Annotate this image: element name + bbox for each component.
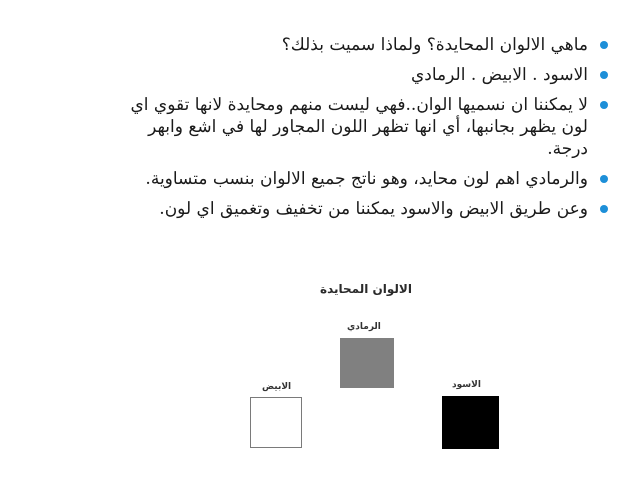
black-swatch bbox=[442, 396, 499, 449]
black-swatch-label: الاسود bbox=[452, 380, 481, 390]
bullet-text: لا يمكننا ان نسميها الوان..فهي ليست منهم ومحايدة لانها تقوي اي لون يظهر بجانبها، أي انها تظهر اللون المجاور لها في اشع وابهر درجة. bbox=[130, 95, 588, 159]
bullet-item-explanation bbox=[108, 94, 608, 160]
gray-swatch bbox=[340, 338, 394, 388]
bullet-item-gray bbox=[108, 168, 608, 190]
bullet-text: ماهي الالوان المحايدة؟ ولماذا سميت بذلك؟ bbox=[281, 35, 588, 55]
bullet-dot-icon bbox=[600, 101, 608, 109]
gray-swatch-label: الرمادي bbox=[347, 322, 381, 332]
bullet-item-tint-shade bbox=[108, 198, 608, 220]
bullet-item-question bbox=[108, 34, 608, 56]
bullet-dot-icon bbox=[600, 175, 608, 183]
bullet-dot-icon bbox=[600, 205, 608, 213]
bullet-text: والرمادي اهم لون محايد، وهو ناتج جميع الالوان بنسب متساوية. bbox=[145, 169, 588, 189]
bullet-dot-icon bbox=[600, 71, 608, 79]
bullet-item-colors bbox=[108, 64, 608, 86]
white-swatch bbox=[250, 397, 302, 448]
figure-title: الالوان المحايدة bbox=[320, 282, 412, 296]
white-swatch-label: الابيض bbox=[262, 382, 292, 392]
bullet-text: الاسود . الابيض . الرمادي bbox=[411, 65, 588, 85]
neutral-colors-figure bbox=[235, 280, 505, 475]
bullet-text: وعن طريق الابيض والاسود يمكننا من تخفيف وتغميق اي لون. bbox=[159, 199, 588, 219]
bullet-list bbox=[108, 34, 608, 228]
bullet-dot-icon bbox=[600, 41, 608, 49]
